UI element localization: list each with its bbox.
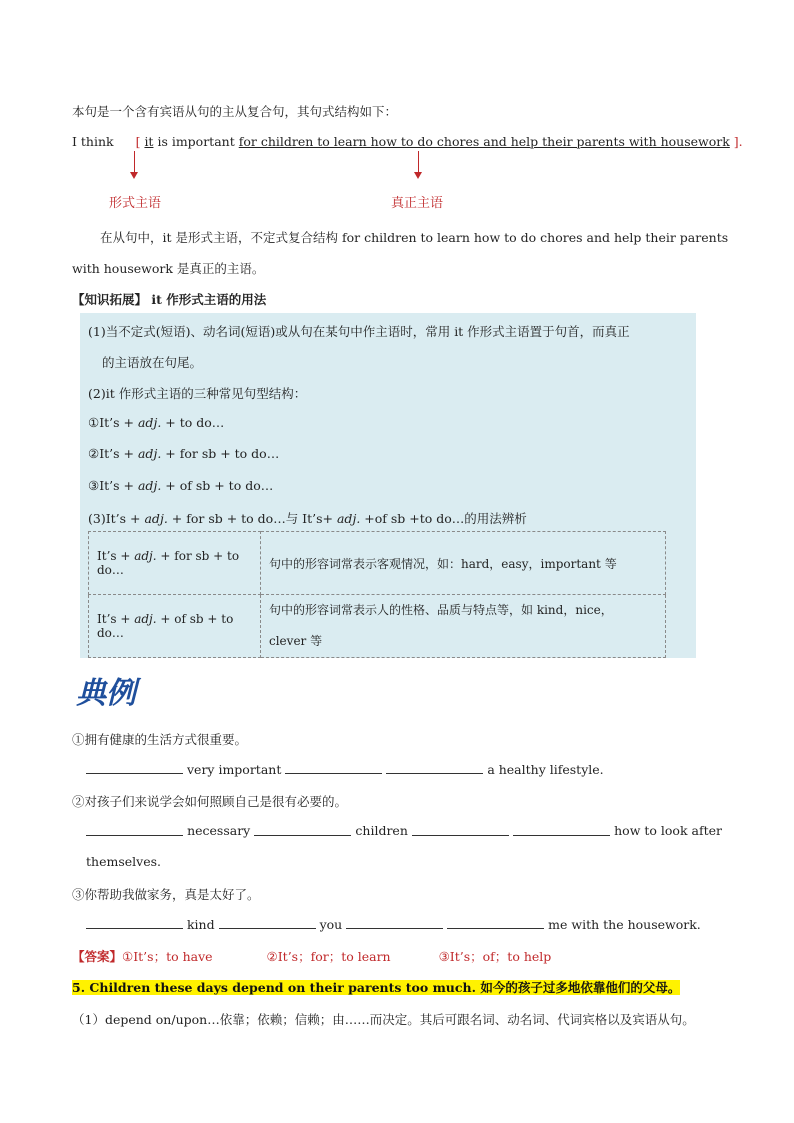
table-key: It’s + adj. + of sb + to do… <box>89 595 261 658</box>
blank[interactable] <box>285 761 382 774</box>
example-3-en: kind you me with the housework. <box>86 916 701 932</box>
blank[interactable] <box>86 916 183 929</box>
example-logo-icon <box>74 672 154 710</box>
example-1-cn: ①拥有健康的生活方式很重要。 <box>72 732 248 747</box>
item-5-cn: 如今的孩子过多地依靠他们的父母。 <box>480 980 681 995</box>
formal-subject-it: it <box>144 134 154 149</box>
svg-text:典例: 典例 <box>76 676 136 710</box>
table-row <box>89 532 666 595</box>
answer-label: 【答案】 <box>72 949 123 964</box>
table-value: 句中的形容词常表示人的性格、品质与特点等，如 kind，nice， clever 等 <box>261 595 666 658</box>
blank[interactable] <box>86 761 183 774</box>
comparison-table <box>88 531 666 658</box>
item-5-1: （1）depend on/upon…依靠；依赖；信赖；由……而决定。其后可跟名词、动名词、代词宾格以及宾语从句。 <box>72 1012 695 1027</box>
item-5-heading <box>72 978 680 996</box>
answer-1: ①It’s；to have <box>122 949 213 964</box>
table-value: 句中的形容词常表示客观情况，如：hard，easy，important 等 <box>261 532 666 595</box>
answer-2: ②It’s；for；to learn <box>266 949 391 964</box>
label-formal-subject: 形式主语 <box>109 196 162 211</box>
box-p2: (2)it 作形式主语的三种常见句型结构： <box>88 386 307 401</box>
answer-line <box>72 947 551 965</box>
answer-3: ③It’s；of；to help <box>438 949 552 964</box>
blank[interactable] <box>86 823 183 836</box>
extension-title: 【知识拓展】 it 作形式主语的用法 <box>72 292 267 307</box>
table-row <box>89 595 666 658</box>
real-arrow-icon <box>414 172 422 179</box>
real-arrow-line <box>418 151 419 173</box>
box-structure-3: ③It’s + adj. + of sb + to do… <box>88 478 274 493</box>
item-5-en: 5. Children these days depend on their parents too much. <box>72 980 476 995</box>
structure-mid: is important <box>153 134 239 149</box>
box-p3: (3)It’s + adj. + for sb + to do…与 It’s+ adj. +of sb +to do…的用法辨析 <box>88 511 527 526</box>
table-key: It’s + adj. + for sb + to do… <box>89 532 261 595</box>
blank[interactable] <box>346 916 443 929</box>
formal-arrow-line <box>134 151 135 173</box>
formal-arrow-icon <box>130 172 138 179</box>
example-3-cn: ③你帮助我做家务，真是太好了。 <box>72 887 260 902</box>
sentence-structure <box>72 134 743 149</box>
blank[interactable] <box>254 823 351 836</box>
box-p1-line2: 的主语放在句尾。 <box>102 355 203 370</box>
blank[interactable] <box>219 916 316 929</box>
blank[interactable] <box>513 823 610 836</box>
example-1-en: very important a healthy lifestyle. <box>86 761 604 777</box>
label-real-subject: 真正主语 <box>391 196 444 211</box>
example-2-en: necessary children how to look after <box>86 823 722 838</box>
box-p1-line1: (1)当不定式(短语)、动名词(短语)或从句在某句中作主语时，常用 it 作形式主语置于句首，而真正 <box>88 324 630 339</box>
intro-text: 本句是一个含有宾语从句的主从复合句，其句式结构如下： <box>72 104 398 119</box>
box-structure-2: ②It’s + adj. + for sb + to do… <box>88 446 280 461</box>
blank[interactable] <box>386 761 483 774</box>
blank[interactable] <box>412 823 509 836</box>
real-subject-phrase: for children to learn how to do chores and help their parents with housework <box>238 134 730 149</box>
example-2-en-cont: themselves. <box>86 854 161 869</box>
box-structure-1: ①It’s + adj. + to do… <box>88 415 225 430</box>
example-2-cn: ②对孩子们来说学会如何照顾自己是很有必要的。 <box>72 794 348 809</box>
explain-line-2: with housework 是真正的主语。 <box>72 261 265 276</box>
bracket-close: ]. <box>729 134 743 149</box>
blank[interactable] <box>447 916 544 929</box>
bracket-open: [ <box>135 134 145 149</box>
structure-prefix: I think <box>72 134 114 149</box>
explain-line-1: 在从句中，it 是形式主语，不定式复合结构 for children to learn how to do chores and help their parents <box>100 230 729 245</box>
